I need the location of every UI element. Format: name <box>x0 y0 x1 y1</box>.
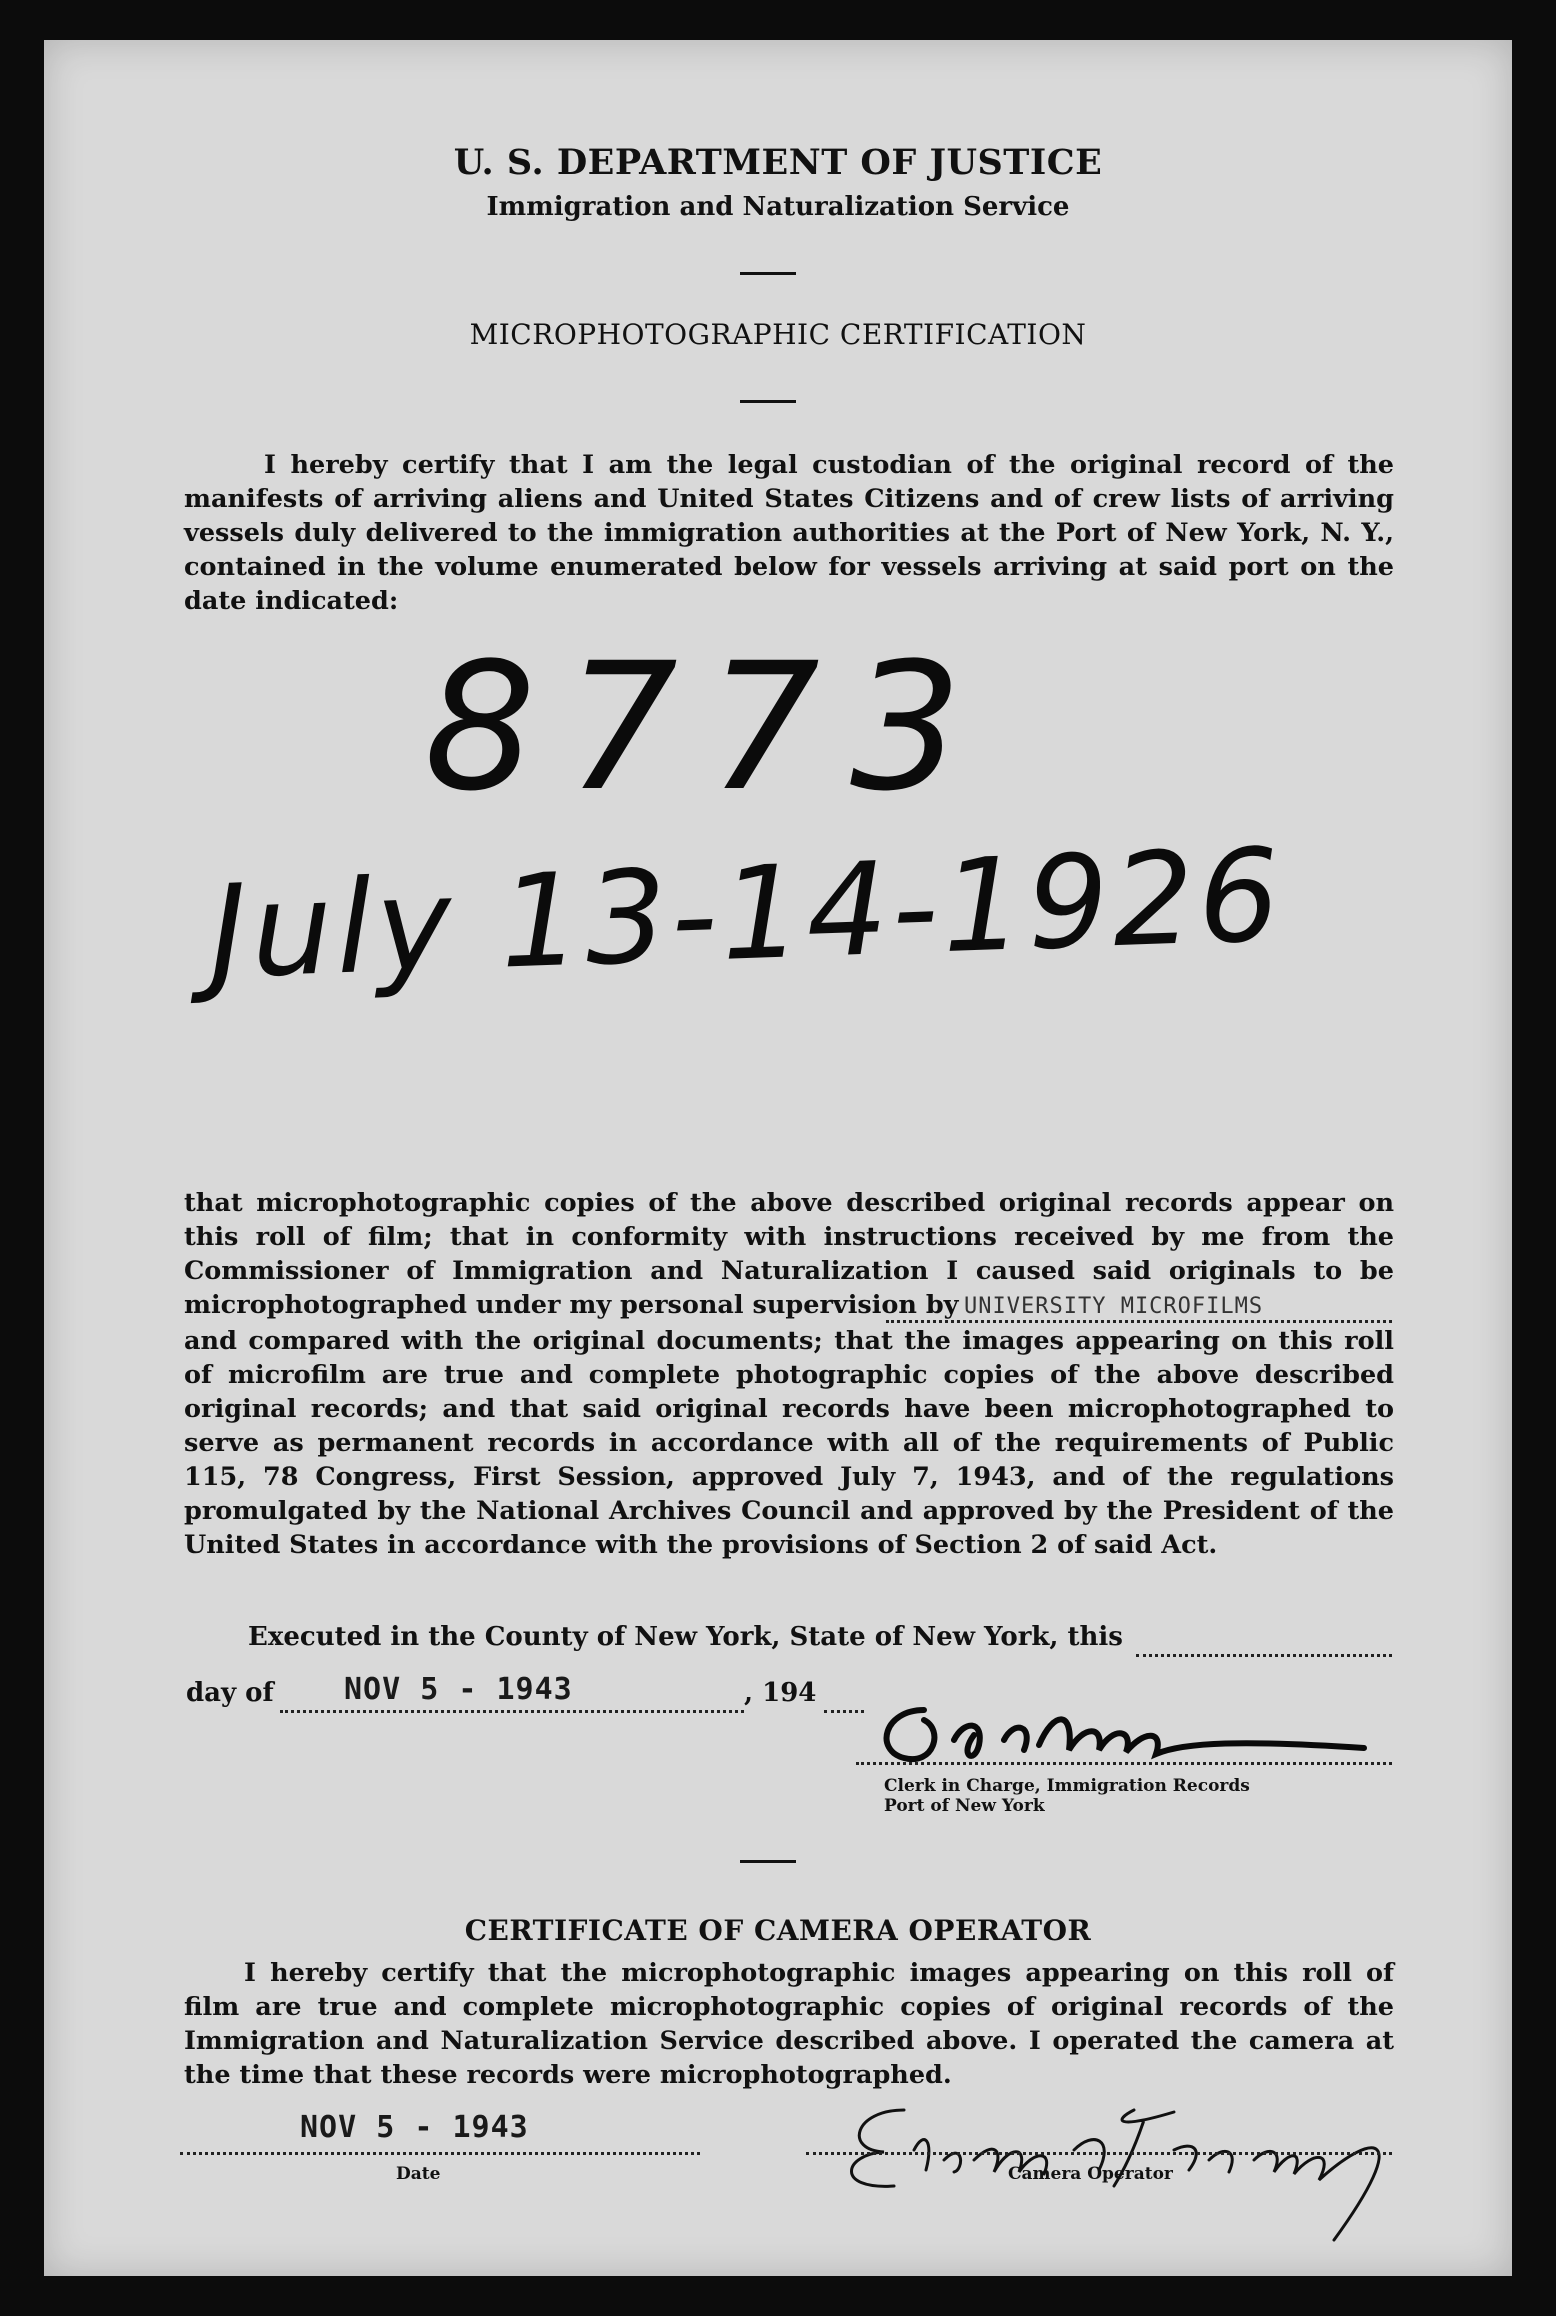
camera-operator-title: CERTIFICATE OF CAMERA OPERATOR <box>464 1914 1092 1947</box>
supervisor-dotted-line <box>886 1320 1392 1323</box>
divider <box>740 400 796 403</box>
clerk-title: Clerk in Charge, Immigration Records <box>884 1776 1250 1796</box>
operator-date-stamp: NOV 5 - 1943 <box>300 2110 529 2145</box>
year-label: , 194 <box>744 1678 817 1708</box>
service-subheading: Immigration and Naturalization Service <box>486 192 1070 222</box>
operator-date-line <box>180 2152 700 2155</box>
certification-title: MICROPHOTOGRAPHIC CERTIFICATION <box>469 318 1087 351</box>
clerk-signature-line <box>856 1762 1392 1765</box>
handwritten-volume-number: 8773 <box>424 625 992 830</box>
operator-signature-line <box>806 2152 1392 2155</box>
handwritten-date: July 13-14-1926 <box>206 821 1287 1008</box>
certificate-sheet <box>44 40 1512 2276</box>
divider <box>740 1860 796 1863</box>
day-dotted-line <box>280 1710 744 1713</box>
body-paragraph-part1: that microphotographic copies of the above described original records appear on this roll of film; that in conformity with instructions received by me from the Commissioner of Immigration and Naturalization I caused said originals to be microphotographed under my personal supervision by <box>184 1188 1394 1320</box>
date-stamp: NOV 5 - 1943 <box>344 1672 573 1707</box>
clerk-office: Port of New York <box>884 1796 1045 1816</box>
camera-operator-paragraph: I hereby certify that the microphotographic images appearing on this roll of film are true and complete microphotographic copies of original records of the Immigration and Naturalization Service described above. I operated the camera at the time that these records were microphotographed. <box>184 1958 1394 2090</box>
year-dotted-line <box>824 1710 864 1713</box>
date-label: Date <box>396 2164 441 2184</box>
camera-operator-label: Camera Operator <box>1008 2164 1173 2184</box>
day-of-label: day of <box>186 1678 274 1708</box>
typed-company-name: UNIVERSITY MICROFILMS <box>964 1294 1264 1319</box>
body-paragraph-part2: and compared with the original documents; that the images appearing on this roll of microfilm are true and complete photographic copies of the above described original records; and that said original records have been microphotographed to serve as permanent records in accordance with all of the requirements of Public 115, 78 Congress, First Session, approved July 7, 1943, and of the regulations promulgated by the National Archives Council and approved by the President of the United States in accordance with the provisions of Section 2 of said Act. <box>184 1326 1394 1560</box>
intro-paragraph: I hereby certify that I am the legal custodian of the original record of the manifests of arriving aliens and United States Citizens and of crew lists of arriving vessels duly delivered to the immigration authorities at the Port of New York, N. Y., contained in the volume enumerated below for vessels arriving at said port on the date indicated: <box>184 450 1394 616</box>
executed-text: Executed in the County of New York, State of New York, this <box>248 1622 1123 1652</box>
executed-dotted-line <box>1136 1654 1392 1657</box>
divider <box>740 272 796 275</box>
department-heading: U. S. DEPARTMENT OF JUSTICE <box>453 142 1103 183</box>
